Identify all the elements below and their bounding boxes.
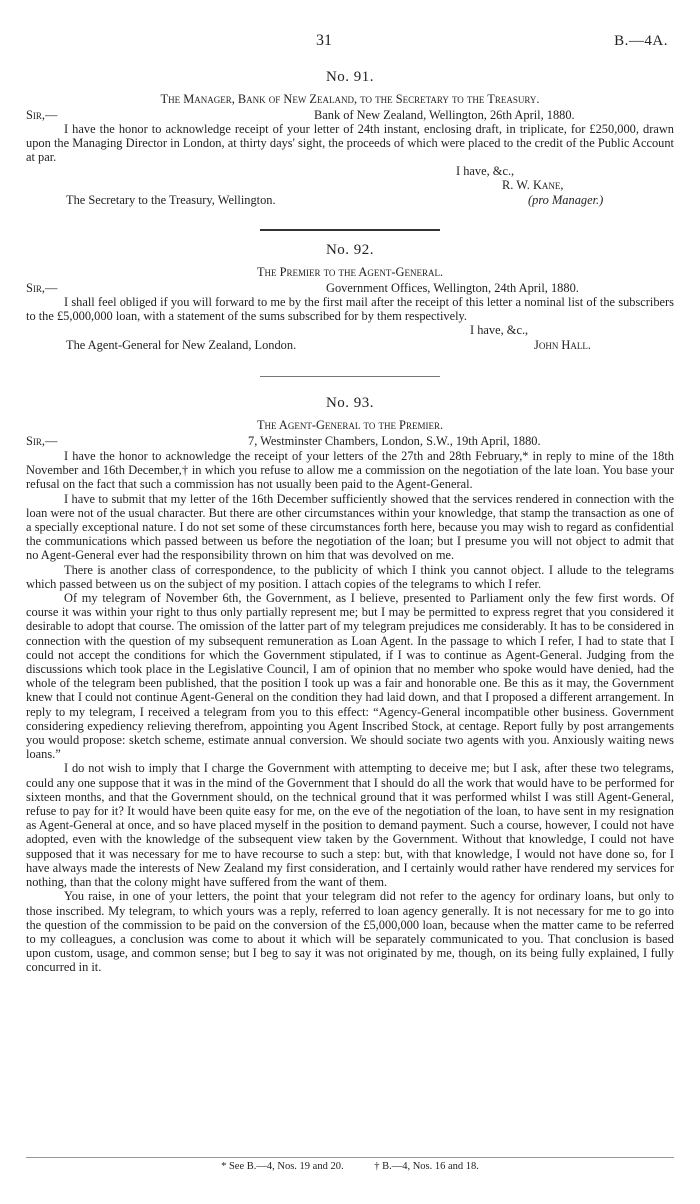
letter-92-salutation: Sir,—	[26, 281, 58, 295]
page-number: 31	[316, 32, 332, 49]
paragraph: I have the honor to acknowledge the receipt of your letters of the 27th and 28th February,* in reply to mine of the 18th November and 16th December,† in which you refuse to allow me a commission on the negotiation of the late loan. You base your refusal on the fact that such a commission has not usually been paid to the Agent-General.	[26, 449, 674, 492]
section-divider	[260, 229, 440, 231]
footnotes	[26, 1160, 674, 1174]
letter-91-number: No. 91.	[325, 69, 375, 85]
footnote: † B.—4, Nos. 16 and 18.	[374, 1161, 479, 1172]
letter-91-signature-role: (pro Manager.)	[528, 193, 604, 207]
letter-91-salutation: Sir,—	[26, 108, 58, 122]
paragraph: I do not wish to imply that I charge the Government with attempting to deceive me; but I ask, after these two telegrams, could any one suppose that it was in the mind of the Government that I should do all the work that would have to be performed for sixteen months, and that the Government should, on the technical ground that it was performed whilst I was still Agent-General, refuse to pay for it? It would have been quite easy for me, on the eve of the negotiation of the loan, to have sent in my resignation as Agent-General at once, and so have placed myself in the position to demand payment. Such a course, however, I could not have adopted, even with the knowledge of the subsequent view taken by the Government. Without that knowledge, I could not have supposed that it was necessary for me to have recourse to such a step: but, with that knowledge, I would not have done so, for I have always made the interests of New Zealand my first consideration, and I certainly would rather have rendered my services for nothing, than that the colony might have suffered from the want of them.	[26, 761, 674, 890]
letter-92-addressee: The Agent-General for New Zealand, London.	[66, 338, 297, 352]
footnote-rule	[26, 1157, 674, 1158]
letter-93-heading: The Agent-General to the Premier.	[256, 418, 444, 432]
letter-92-heading: The Premier to the Agent-General.	[256, 265, 444, 279]
letter-93-body	[26, 449, 674, 975]
letter-91-addressee: The Secretary to the Treasury, Wellington.	[66, 193, 276, 207]
paragraph: I have the honor to acknowledge receipt of your letter of 24th instant, enclosing draft, in triplicate, for £250,000, drawn upon the Managing Director in London, at thirty days' sight, the proceeds of which were placed to the credit of the Public Account at par.	[26, 122, 674, 165]
page-header	[26, 34, 674, 54]
paragraph: I shall feel obliged if you will forward to me by the first mail after the receipt of this letter a nominal list of the subscribers to the £5,000,000 loan, with a statement of the sums subscribed for by them respectively.	[26, 295, 674, 324]
paragraph: There is another class of correspondence, to the publicity of which I think you cannot object. I allude to the telegrams which passed between us on the subject of my position. I attach copies of the telegrams to which I refer.	[26, 562, 674, 591]
letter-91-signature: R. W. Kane,	[502, 178, 564, 192]
footnote: * See B.—4, Nos. 19 and 20.	[221, 1161, 344, 1172]
paragraph: You raise, in one of your letters, the point that your telegram did not refer to the agency for ordinary loans, but only to those inscribed. My telegram, to which yours was a reply, referred to loan agency generally. It is not necessary for me to go into the question of the commission to be paid on the conversion of the £5,000,000 loan, because when the matter came to be referred to my colleagues, a conclusion was come to about it which will be separately communicated to you. That conclusion is based upon custom, usage, and common sense; but I beg to say it was not originated by me, though, on its being fully explained, I fully concurred in it.	[26, 889, 674, 975]
letter-93-address: 7, Westminster Chambers, London, S.W., 19th April, 1880.	[248, 434, 541, 448]
letter-91-address: Bank of New Zealand, Wellington, 26th April, 1880.	[314, 108, 575, 122]
paragraph: Of my telegram of November 6th, the Government, as I believe, presented to Parliament only the few first words. Of course it was within your right to thus only partially represent me; but I may be permitted to express regret that you considered it desirable to adopt that course. The omission of the latter part of my telegram prejudices me considerably. It has to be considered in connection with the question of my subsequent remuneration as Loan Agent. In the passage to which I refer, I had to state that I could not accept the conditions for which the Government stipulated, if I was to continue as Agent-General. Judging from the discussions which took place in the Legislative Council, I am of opinion that no member who spoke would have denied, had the whole of the telegram been published, that the position I took up was a fair and honorable one. Be this as it may, the Government knew that I could not continue Agent-General on the condition they had laid down, and that I proposed a different arrangement. In reply to my telegram, I received a telegram from you to this effect: “Agency-General incompatible other business. Government considering expediency relieving therefrom, appointing you Agent Inscribed Stock, at centage. Report fully by post arrangements you would propose: sketch scheme, estimate annual conversion. We should sociate two agents with you. Anxiously waiting news loans.”	[26, 591, 674, 762]
paragraph: I have to submit that my letter of the 16th December sufficiently showed that the services rendered in connection with the loan were not of the usual character. But there are other circumstances within your knowledge, that stamp the transaction as one of a specially exceptional nature. I do not set some of these circumstances forth here, because you may wish to regard as confidential the communications which passed between us before the negotiation of the loan; but I presume you will not object to admit that no Agent-General ever had the responsibility thrown on him that was devolved on me.	[26, 491, 674, 563]
section-divider	[260, 376, 440, 377]
document-reference: B.—4A.	[614, 33, 668, 49]
letter-93-number: No. 93.	[325, 395, 375, 411]
letter-91-heading: The Manager, Bank of New Zealand, to the Secretary to the Treasury.	[160, 92, 540, 106]
letter-92-body	[26, 295, 674, 323]
letter-92-number: No. 92.	[325, 242, 375, 258]
letter-92-signature: John Hall.	[534, 338, 591, 352]
letter-91-body	[26, 122, 674, 165]
document-page	[26, 0, 674, 1204]
letter-92-closing: I have, &c.,	[470, 323, 529, 337]
letter-93-salutation: Sir,—	[26, 434, 58, 448]
letter-92-address: Government Offices, Wellington, 24th April, 1880.	[326, 281, 579, 295]
letter-91-closing: I have, &c.,	[456, 164, 515, 178]
